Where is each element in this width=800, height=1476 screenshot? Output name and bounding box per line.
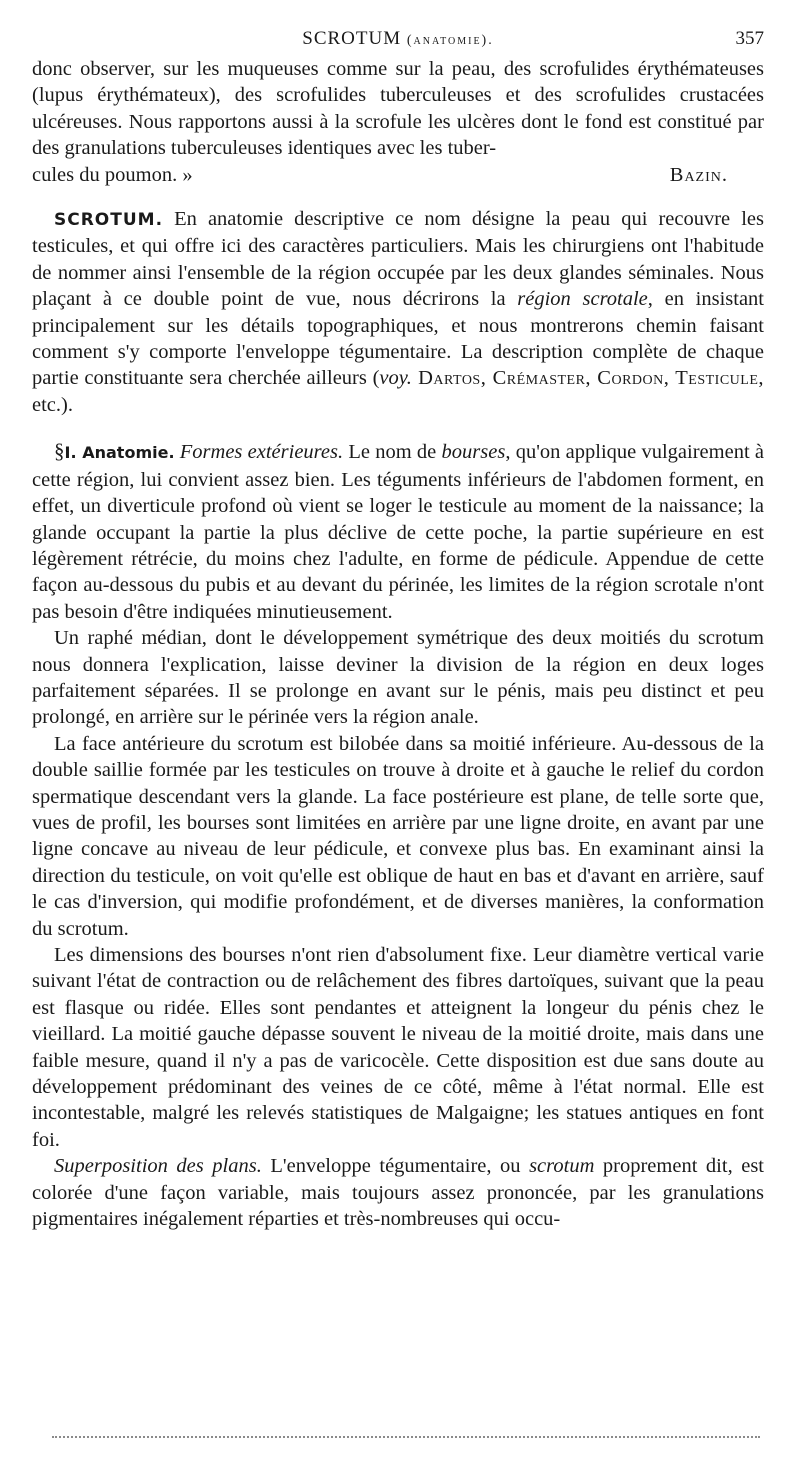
section-1-p5-part-a: L'enveloppe tégumentaire, ou xyxy=(261,1155,530,1178)
entry-intro-part-2: , en insistant principalement sur les détails topographiques, et nous montrerons chemin faisant comment s'y comporte l'enveloppe tégumentaire. La description complète de chaque partie constituante sera cherchée ailleurs ( xyxy=(32,288,765,390)
entry-headword: SCROTUM. xyxy=(54,210,164,231)
signature-line xyxy=(32,162,764,188)
entry-intro-end: etc.). xyxy=(32,393,73,416)
section-1-paragraph-2: Un raphé médian, dont le développement symétrique des deux moitiés du scrotum nous donnera l'explication, laisse deviner la division de la région en deux loges parfaitement séparées. Il se prolonge en avant sur le pénis, mais peu distinct et peu prolongé, en arrière sur le périnée vers la région anale. xyxy=(32,627,764,729)
section-1-p1-part-b: , qu'on applique vulgairement à cette région, lui convient assez bien. Les téguments inférieurs de l'abdomen forment, en effet, un diverticule profond où vient se loger le testicule au moment de la naissance; la glande occupant la partie la plus déclive de cette poche, la partie supérieure en est légèrement rétrécie, du moins chez l'adulte, en forme de pédicule. Appendue de cette façon au-dessous du pubis et au devant du périnée, les limites de la région scrotale n'ont pas besoin d'être indiquées minutieusement. xyxy=(32,441,764,623)
author-signature: Bazin. xyxy=(669,163,728,186)
voy-abbreviation: voy. xyxy=(379,367,412,390)
section-sign: § xyxy=(54,439,65,464)
running-title-sub: (anatomie). xyxy=(406,33,494,48)
page-number: 357 xyxy=(735,28,764,49)
footer-rule xyxy=(52,1436,760,1438)
section-label: I. Anatomie. xyxy=(64,443,175,463)
section-1-paragraph-4: Les dimensions des bourses n'ont rien d'absolument fixe. Leur diamètre vertical varie suivant l'état de contraction ou de relâchement des fibres dartoïques, suivant que la peau est flasque ou ridée. Elles sont pendantes et atteignent la longeur du pénis chez le vieillard. La moitié gauche dépasse souvent le niveau de la moitié droite, mais dans une faible mesure, quand il n'y a pas de varicocèle. Cette disposition est due sans doute au développement prédominant des veines de ce côté, même à l'état normal. Elle est incontestable, malgré les relevés statistiques de Malgaigne; les statues antiques en font foi. xyxy=(32,944,764,1151)
page xyxy=(32,26,764,1232)
previous-entry-end xyxy=(32,56,764,162)
cross-references: Dartos, Crémaster, Cordon, Testicule, xyxy=(411,367,764,390)
section-1-p5-part-b: proprement dit, est colorée d'une façon variable, mais toujours assez prononcée, par les granulations pigmentaires inégalement réparties et très-nombreuses qui occu- xyxy=(32,1155,765,1231)
section-1-paragraph-5 xyxy=(32,1153,764,1232)
section-1-paragraph-3: La face antérieure du scrotum est bilobée dans sa moitié inférieure. Au-dessous de la double saillie formée par les testicules on trouve à droite et à gauche le relief du cordon spermatique descendant vers la glande. La face postérieure est plane, de telle sorte que, vues de profil, les bourses sont limitées en arrière par une ligne droite, en avant par une ligne concave au niveau de leur pédicule, et convexe plus bas. En examinant ainsi la direction du testicule, on voit qu'elle est oblique de haut en bas et d'avant en arrière, sauf le cas d'inversion, qui modifie profondément, et de diverses manières, la conformation du scrotum. xyxy=(32,732,764,940)
spacer xyxy=(32,188,764,206)
previous-entry-text: donc observer, sur les muqueuses comme sur la peau, des scrofulides érythémateuses (lupus érythémateux), des scrofulides tuberculeuses et des scrofulides crustacées ulcéreuses. Nous rapportons aussi à la scrofule les ulcères dont le fond est constitué par des granulations tuberculeuses identiques avec les tuber- xyxy=(32,58,764,160)
running-head xyxy=(32,26,764,56)
entry-intro-italic: région scrotale xyxy=(517,288,648,311)
body-text xyxy=(32,56,764,1232)
running-title-main: SCROTUM xyxy=(302,28,402,49)
previous-entry-last-line: cules du poumon. » xyxy=(32,163,193,186)
section-1-p1-italic: bourses xyxy=(441,441,506,464)
spacer xyxy=(32,418,764,438)
section-1-p1-part-a: Le nom de xyxy=(343,441,442,464)
running-title xyxy=(32,28,764,50)
subsection-heading-planes: Superposition des plans. xyxy=(54,1155,262,1178)
section-1-paragraph-1 xyxy=(32,438,764,625)
entry-intro-part-1: En anatomie descriptive ce nom désigne la peau qui recouvre les testicules, et qui offre ici des caractères particuliers. Mais les chirurgiens ont l'habitude de nommer ainsi l'ensemble de la région occupée par les deux glandes séminales. Nous plaçant à ce double point de vue, nous décrirons la xyxy=(32,208,764,311)
subsection-heading-forms: Formes extérieures. xyxy=(179,441,344,464)
entry-intro-paragraph xyxy=(32,206,764,418)
section-1-p5-italic: scrotum xyxy=(529,1155,595,1178)
